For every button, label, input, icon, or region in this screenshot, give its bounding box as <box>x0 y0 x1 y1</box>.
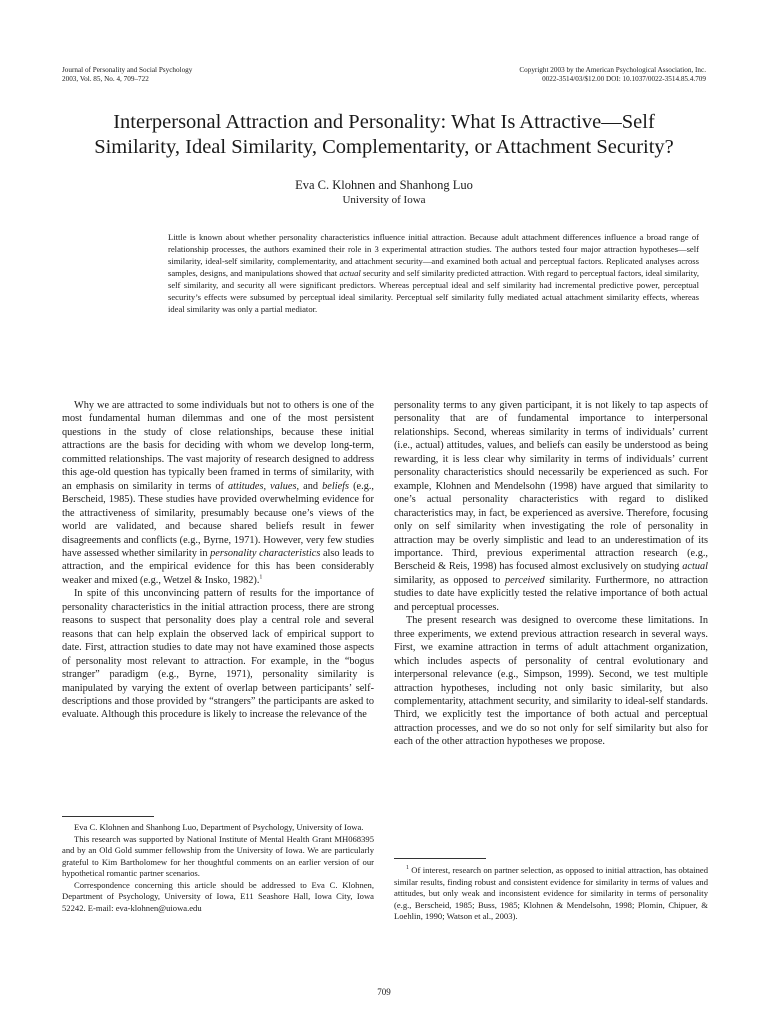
footnote-marker: 1 <box>406 865 409 872</box>
emphasis-perceived: perceived <box>505 574 545 586</box>
text-run: similarity, as opposed to <box>394 574 506 586</box>
paragraph-present-research: The present research was designed to overcome these limitations. In three experiments, we extend previous attraction research in several ways. First, we examine attraction in terms of adult attachment organization, which includes aspects of personality of central evolutionary and interpersonal relevance (e.g., Simpson, 1999). Second, we test multiple attraction hypotheses, including not only basic similarity, but also complementarity, attachment security, and similarity to ideal-self standards. Third, we explicitly test the importance of both actual and perceptual attraction processes, and we do so not only for self similarity but also for each of the other attraction hypotheses we propose. <box>394 615 708 748</box>
abstract-emphasis: actual <box>339 268 361 278</box>
text-run: also leads to attraction, and the empirical evidence for this has been considerably weaker and mixed (e.g., Wetzel & Insko, 1982). <box>62 547 374 586</box>
abstract-text-2: security and self similarity predicted attraction. With regard to perceptual factors, ideal similarity, self similarity, and security all were significant predictors. Whereas perceptual ideal and self similarity had incremental predictive power, perceptual security’s effects were subsumed by perceptual ideal similarity. Perceptual self similarity fully mediated actual attachment similarity effects, whereas ideal similarity was only a partial mediator. <box>168 268 699 314</box>
footnote-body: Of interest, research on partner selection, as opposed to initial attraction, has obtained similar results, finding robust and consistent evidence for similarity in terms of values and attitudes, but only weak and inconsistent evidence for similarity in terms of personality (e.g., Berscheid, 1985; Buss, 1985; Klohnen & Mendelsohn, 1998; Plomin, Chipuer, & Loehlin, 1990; Watson et al., 2003). <box>394 865 708 921</box>
emphasis-personality-characteristics: personality characteristics <box>210 547 321 559</box>
emphasis-actual: actual <box>682 561 708 573</box>
article-title <box>70 110 698 160</box>
text-run: similarity. Furthermore, no attraction studies to date have explicitly tested the relative importance of both actual and perceptual processes. <box>394 574 709 613</box>
footnote-ref-1[interactable]: 1 <box>259 574 263 581</box>
body-column-right <box>394 399 708 749</box>
emphasis-beliefs: beliefs <box>322 480 350 492</box>
copyright-info <box>408 66 706 84</box>
page-number: 709 <box>377 987 391 997</box>
author-names: Eva C. Klohnen and Shanhong Luo <box>295 178 473 192</box>
author-note <box>62 822 374 914</box>
text-run: , and <box>296 480 323 492</box>
journal-volume: 2003, Vol. 85, No. 4, 709–722 <box>62 75 149 83</box>
abstract <box>168 231 699 315</box>
paragraph-intro <box>62 399 374 587</box>
emphasis-values: values <box>270 480 297 492</box>
footnote-divider-right <box>394 858 486 859</box>
journal-citation <box>62 66 362 84</box>
text-run: , <box>263 480 271 492</box>
title-line-1: Interpersonal Attraction and Personality: What Is Attractive—Self <box>113 111 655 133</box>
author-affiliation: University of Iowa <box>342 194 426 206</box>
abstract-text-1: Little is known about whether personality characteristics influence initial attraction. Because adult attachment differences influence a broad range of relationship processes, the authors examined their role in 3 experimental attraction studies. The authors tested four major attraction hypotheses—self similarity, ideal-self similarity, complementarity, and attachment security—and examined both actual and perceptual factors. Replicated analyses across samples, designs, and manipulations showed that <box>168 232 699 278</box>
author-note-affiliation: Eva C. Klohnen and Shanhong Luo, Department of Psychology, University of Iowa. <box>74 822 364 832</box>
copyright-line: Copyright 2003 by the American Psychological Association, Inc. <box>519 66 706 74</box>
author-note-correspondence: Correspondence concerning this article should be addressed to Eva C. Klohnen, Department of Psychology, University of Iowa, E11 Seashore Hall, Iowa City, Iowa 52242. E-mail: eva-klohnen@uiowa.edu <box>62 879 374 913</box>
paragraph-continued <box>394 399 708 614</box>
paragraph-second: In spite of this unconvincing pattern of results for the importance of personality characteristics in the initial attraction process, there are strong reasons to suspect that personality does play a central role and several reasons that can help explain the observed lack of empirical support to date. First, attraction studies to date may not have examined those aspects of personality most relevant to attraction. For example, in the “bogus stranger” paradigm (e.g., Byrne, 1971), personality similarity is manipulated by varying the extent of overlap between participants’ self-descriptions and those provided by “strangers” the participants are asked to evaluate. Although this procedure is likely to increase the relevance of the <box>62 588 374 721</box>
footnote-divider-left <box>62 816 154 817</box>
text-run: Why we are attracted to some individuals but not to others is one of the most fundamental human dilemmas and one of the most persistent questions in the study of close relationships, because these initial attractions are the basis for deciding with whom we develop long-term, committed relationships. The vast majority of research designed to address this age-old question has typically been framed in terms of similarity, with an emphasis on similarity in terms of <box>62 400 374 492</box>
body-column-left <box>62 399 374 722</box>
doi-line: 0022-3514/03/$12.00 DOI: 10.1037/0022-3514.85.4.709 <box>542 75 706 83</box>
text-run: personality terms to any given participant, it is not likely to tap aspects of personality that are of fundamental importance to interpersonal relationships. Second, whereas similarity in terms of individuals’ current (i.e., actual) attitudes, values, and beliefs can easily be understood as being rewarding, it is less clear why similarity in terms of individuals’ current personality characteristics should necessarily be experienced as such. For example, Klohnen and Mendelsohn (1998) have argued that similarity to one’s actual personality characteristics with regard to disliked characteristics may, in fact, be experienced as aversive. Therefore, focusing only on self similarity when investigating the role of personality in attraction may be overly simplistic and lead to an underestimation of its importance. Third, previous experimental attraction research (e.g., Berscheid & Reis, 1998) has focused almost exclusively on studying <box>394 400 708 573</box>
title-line-2: Similarity, Ideal Similarity, Complementarity, or Attachment Security? <box>94 136 674 158</box>
author-note-funding: This research was supported by National Institute of Mental Health Grant MH068395 and by an Old Gold summer fellowship from the University of Iowa. We are particularly grateful to Kim Bartholomew for her thoughtful comments on an earlier version of our hypothetical romantic partner scenarios. <box>62 833 374 878</box>
footnote-1-text <box>394 865 708 923</box>
footnote-1 <box>394 865 708 923</box>
journal-name: Journal of Personality and Social Psychology <box>62 66 193 74</box>
emphasis-attitudes: attitudes <box>228 480 264 492</box>
text-run: (e.g., Berscheid, 1985). These studies have provided overwhelming evidence for the attractiveness of similarity, presumably because one’s views of the world are validated, and because shared beliefs result in fewer disagreements and conflicts (e.g., Byrne, 1971). However, very few studies have assessed whether similarity in <box>62 480 374 559</box>
